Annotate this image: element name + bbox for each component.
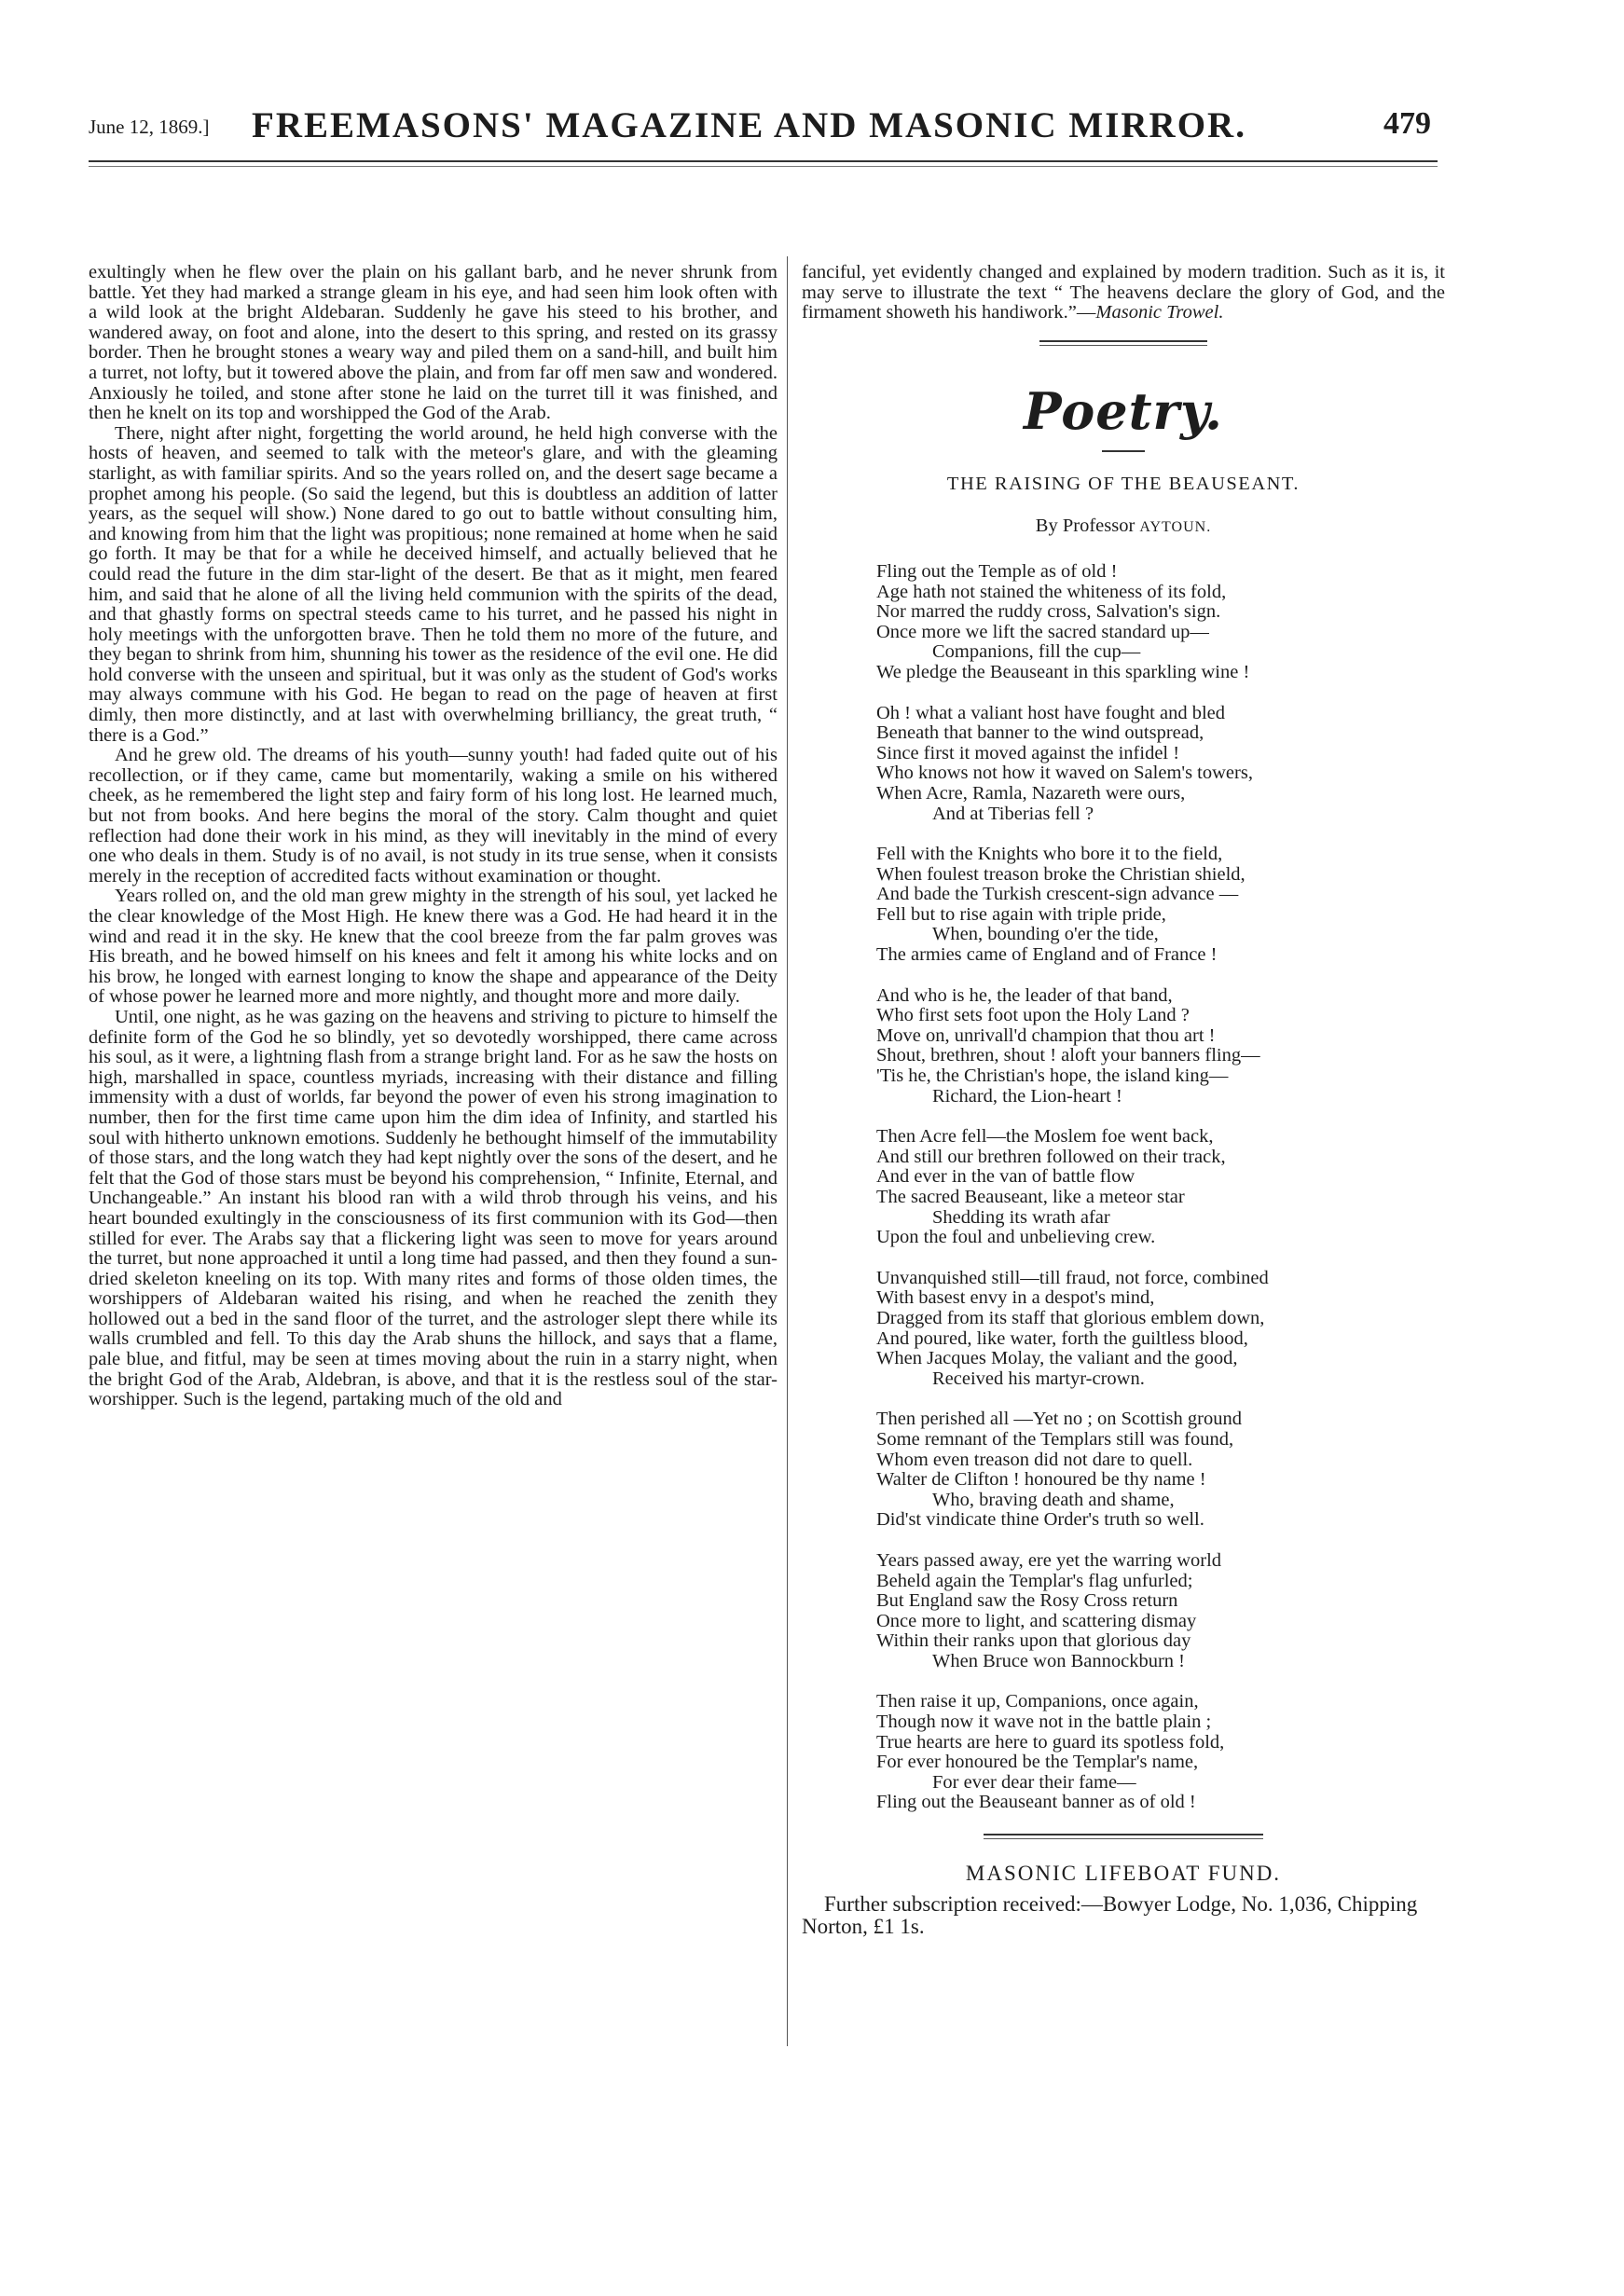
poem-line: With basest envy in a despot's mind, (876, 1287, 1155, 1309)
stanza (876, 845, 1445, 966)
column-divider (787, 256, 788, 2046)
paragraph: exultingly when he flew over the plain on his gallant barb, and he never shrunk from battle. Yet they had marked a strange gleam in his eye, and had seen him look often with a wild look at the bright Aldebaran. Suddenly he gave his steed to his brother, and wandered away, on foot and alone, into the desert to this spring, and rested on its grassy border. Then he brought stones a weary way and piled them on a sand-hill, and built him a turret, not lofty, but it towered above the plain, and from far off men saw and wondered. Anxiously he toiled, and stone after stone he laid on the turret till it was finished, and then he knelt on its top and worshipped the God of the Arab. (89, 262, 778, 424)
stanza (876, 1269, 1445, 1390)
poem-line: Received his martyr-crown. (932, 1368, 1145, 1389)
header-rule (89, 160, 1438, 162)
poem-line: Once more we lift the sacred standard up— (876, 621, 1209, 642)
poem-line: We pledge the Beauseant in this sparkling wine ! (876, 661, 1250, 682)
stanza (876, 1409, 1445, 1531)
poem-line: 'Tis he, the Christian's hope, the island king— (876, 1066, 1229, 1087)
poem-line: Upon the foul and unbelieving crew. (876, 1227, 1156, 1248)
lifeboat-title: MASONIC LIFEBOAT FUND. (965, 1862, 1282, 1886)
section-rule-thin (1039, 345, 1207, 346)
poem-line: Some remnant of the Templars still was found, (876, 1428, 1234, 1450)
poem-line: Fling out the Beauseant banner as of old ! (876, 1792, 1196, 1813)
paragraph: Until, one night, as he was gazing on the heavens and striving to picture to himself the definite form of the God he so blindly, yet so devotedly worshipped, there came across his soul, as it were, a lightning flash from a strange bright land. For as he saw the hosts on high, marshalled in space, countless myriads, increasing with their distance and filling immensity with a dust of worlds, far beyond the power of even his strong imagination to number, then for the first time came upon him the dim idea of Infinity, and startled his soul with hitherto unknown emotions. Suddenly he bethought himself of the immutability of those stars, and the long watch they had kept nightly over the sons of the desert, and he felt that the God of those stars must be beyond his comprehension, “ Infinite, Eternal, and Unchangeable.” An instant his blood ran with a wild throb through his veins, and his heart bounded exultingly in the consciousness of its first communion with its God—then stilled for ever. The Arabs say that a flickering light was seen to move for years around the turret, but none approached it until a long time had passed, and then they found a sun-dried skeleton kneeling on its top. With many rites and forms of those olden times, the worshippers of Aldebaran waited his rising, and when he reached the zenith they hollowed out a bed in the sand floor of the turret, and the astrologer slept there while its walls crumbled and fell. To this day the Arab shuns the hillock, and says that a flame, pale blue, and fitful, may be seen at times moving about the ruin in a starry night, when the bright God of the Arab, Aldebran, is above, and that it is the restless soul of the star-worshipper. Such is the legend, partaking much of the old and (89, 1006, 778, 1410)
poem-line: Beheld again the Templar's flag unfurled; (876, 1570, 1193, 1591)
section-rule (1039, 340, 1207, 342)
poem-line: Fell but to rise again with triple pride, (876, 903, 1166, 925)
page-header (89, 104, 1431, 160)
poem-line: Dragged from its staff that glorious emblem down, (876, 1307, 1265, 1328)
poem-line: True hearts are here to guard its spotless fold, (876, 1731, 1225, 1753)
header-rule-thin (89, 166, 1438, 167)
poem-line: Richard, the Lion-heart ! (932, 1085, 1122, 1107)
lifeboat-text: Further subscription received:—Bowyer Lodge, No. 1,036, Chipping Norton, £1 1s. (802, 1891, 1418, 1938)
page-number: 479 (1383, 106, 1431, 141)
poem-title: THE RAISING OF THE BEAUSEANT. (946, 473, 1301, 494)
conclusion-source: Masonic Trowel. (1095, 302, 1224, 323)
poem-line: Though now it wave not in the battle plain ; (876, 1712, 1212, 1733)
poem (876, 562, 1445, 1813)
poem-line: Years passed away, ere yet the warring world (876, 1549, 1222, 1571)
poem-line: But England saw the Rosy Cross return (876, 1590, 1178, 1612)
poem-line: Age hath not stained the whiteness of its fold, (876, 581, 1227, 602)
conclusion-text: fanciful, yet evidently changed and explained by modern tradition. Such as it is, it may serve to illustrate the text “ The heavens declare the glory of God, and the firmament showeth his handiwork.”— (802, 262, 1445, 323)
poem-line: Whom even treason did not dare to quell. (876, 1449, 1193, 1470)
left-column (89, 263, 778, 1410)
poem-line: For ever honoured be the Templar's name, (876, 1752, 1199, 1773)
paragraph: Years rolled on, and the old man grew mighty in the strength of his soul, yet lacked he the clear knowledge of the Most High. He knew there was a God. He had heard it in the wind and read it in the sky. He knew that the cool breeze from the far palm groves was His breath, and he bowed himself on his knees and felt it among his white locks and on his brow, he longed with earnest longing to know the shape and appearance of the Deity of whose power he learned more and more nightly, and thought more and more daily. (89, 886, 778, 1008)
poem-line: Shout, brethren, shout ! aloft your banners fling— (876, 1045, 1260, 1066)
stanza (876, 562, 1445, 683)
right-column (802, 263, 1445, 1938)
poem-line: Oh ! what a valiant host have fought and bled (876, 702, 1226, 723)
poem-line: Then Acre fell—the Moslem foe went back, (876, 1126, 1214, 1148)
poem-line: Companions, fill the cup— (932, 641, 1141, 663)
poem-line: And at Tiberias fell ? (932, 803, 1094, 824)
poem-line: Unvanquished still—till fraud, not force, combined (876, 1267, 1269, 1288)
poem-byline (802, 516, 1445, 538)
stanza (876, 1127, 1445, 1248)
poem-line: Did'st vindicate thine Order's truth so well. (876, 1509, 1204, 1531)
poem-line: And poured, like water, forth the guiltless blood, (876, 1327, 1248, 1349)
poem-line: The sacred Beauseant, like a meteor star (876, 1187, 1185, 1207)
poem-line: When Jacques Molay, the valiant and the good, (876, 1348, 1238, 1369)
heading-rule (1102, 450, 1145, 452)
article-conclusion (802, 263, 1445, 323)
poem-line: Who first sets foot upon the Holy Land ? (876, 1005, 1190, 1026)
poem-line: And who is he, the leader of that band, (876, 984, 1173, 1006)
poem-line: When, bounding o'er the tide, (932, 924, 1159, 945)
poem-line: Move on, unrivall'd champion that thou art ! (876, 1024, 1216, 1046)
stanza (876, 704, 1445, 825)
poem-line: Fling out the Temple as of old ! (876, 560, 1118, 582)
poem-line: Since first it moved against the infidel ! (876, 742, 1180, 763)
section-rule-thin (984, 1838, 1263, 1839)
poem-line: Within their ranks upon that glorious day (876, 1630, 1191, 1652)
poem-line: Beneath that banner to the wind outspread, (876, 722, 1204, 744)
poem-line: And bade the Turkish crescent-sign advance — (876, 884, 1239, 905)
stanza (876, 1692, 1445, 1813)
byline-prefix: By Professor (1035, 516, 1135, 537)
byline-author: AYTOUN. (1139, 519, 1212, 536)
poem-line: Who, braving death and shame, (932, 1489, 1175, 1510)
poem-line: When Bruce won Bannockburn ! (932, 1650, 1185, 1671)
poem-line: Then raise it up, Companions, once again, (876, 1691, 1199, 1712)
poem-line: When foulest treason broke the Christian shield, (876, 863, 1246, 885)
paragraph: There, night after night, forgetting the world around, he held high converse with the hosts of heaven, and seemed to talk with the meteor's glare, and with the gleaming starlight, as with familiar spirits. And so the years rolled on, and the desert sage became a prophet among his people. (So said the legend, but this is doubtless an addition of latter years, as the sequel will show.) None dared to go out to battle without consulting him, and knowing from him that the light was propitious; none remained at home when he said go forth. It may be that for a while he deceived himself, and actually believed that he could read the future in the dim star-light of the desert. Be that as it might, men feared him, and said that he alone of all the living held communion with the spirits of the dead, and that ghastly forms on spectral steeds came to his turret, and he passed his night in holy meetings with the unforgotten brave. Then he told them no more of the future, and they began to shrink from him, shunning his tower as the residence of the evil one. He did hold converse with the unseen and spiritual, but it was only as the student of God's works may always commune with his God. He began to read on the page of heaven at first dimly, then more distinctly, and at last with overwhelming brilliancy, the great truth, “ there is a God.” (89, 422, 778, 746)
poem-line: And ever in the van of battle flow (876, 1166, 1135, 1188)
poem-line: Shedding its wrath afar (932, 1206, 1110, 1228)
issue-date: June 12, 1869.] (89, 116, 210, 138)
stanza (876, 986, 1445, 1107)
poem-line: For ever dear their fame— (932, 1771, 1136, 1793)
poetry-heading: Poetry. (1024, 380, 1223, 441)
poem-line: Fell with the Knights who bore it to the field, (876, 844, 1223, 865)
poem-line: Once more to light, and scattering dismay (876, 1610, 1197, 1631)
poem-line: The armies came of England and of France ! (876, 944, 1218, 966)
poem-line: When Acre, Ramla, Nazareth were ours, (876, 782, 1186, 804)
stanza (876, 1551, 1445, 1672)
magazine-title: FREEMASONS' MAGAZINE AND MASONIC MIRROR. (252, 105, 1246, 145)
poem-line: Walter de Clifton ! honoured be thy name ! (876, 1469, 1206, 1491)
section-rule (984, 1834, 1263, 1835)
poem-line: Then perished all —Yet no ; on Scottish ground (876, 1409, 1242, 1430)
poem-line: Nor marred the ruddy cross, Salvation's sign. (876, 601, 1221, 623)
poem-line: Who knows not how it waved on Salem's towers, (876, 763, 1253, 784)
poem-line: And still our brethren followed on their track, (876, 1146, 1226, 1167)
paragraph: And he grew old. The dreams of his youth—sunny youth! had faded quite out of his recollection, or if they came, came but momentarily, waking a smile on his withered cheek, as he remembered the light step and fairy form of his long lost. He learned much, but not from books. And here begins the moral of the story. Calm thought and quiet reflection had done their work in his mind, as they will inevitably in the mind of every one who deals in them. Study is of no avail, is not study in its true sense, when it consists merely in the reception of accredited facts without examination or thought. (89, 745, 778, 887)
